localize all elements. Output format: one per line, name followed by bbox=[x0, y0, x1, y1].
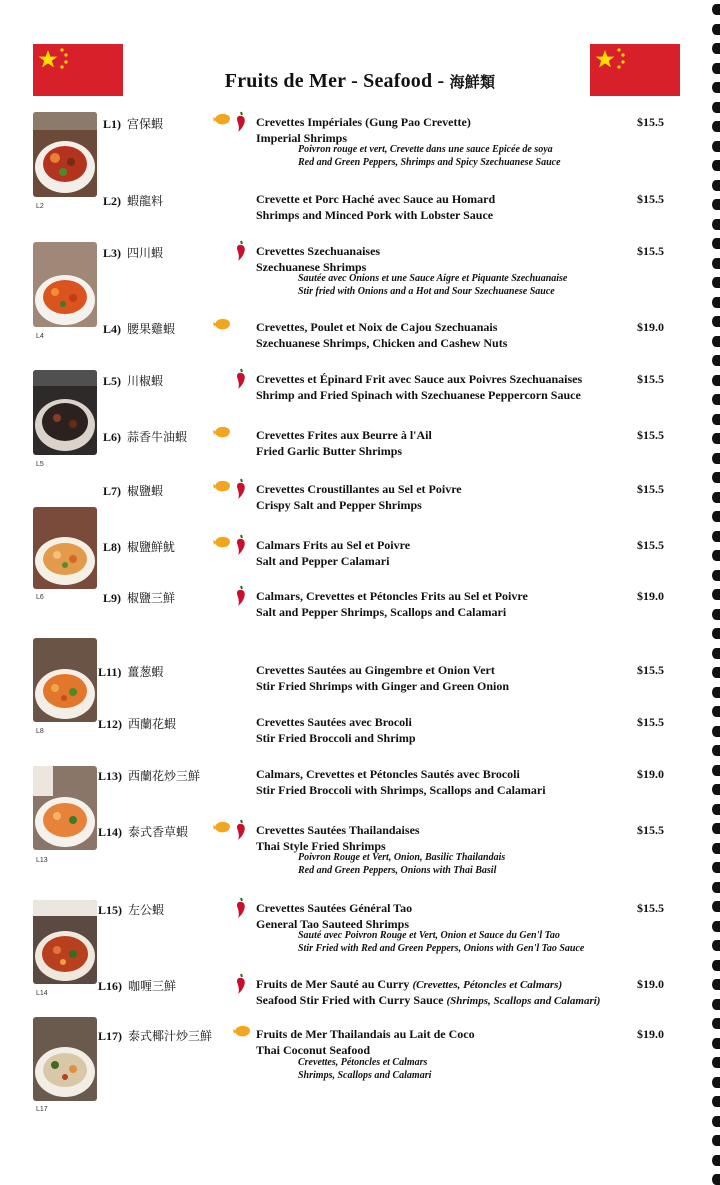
binding-hole bbox=[712, 238, 720, 249]
item-code: L3) 四川蝦 bbox=[103, 246, 164, 260]
binding-holes bbox=[708, 0, 720, 1185]
binding-hole bbox=[712, 375, 720, 386]
item-chinese-name: 咖喱三鮮 bbox=[128, 979, 177, 993]
binding-hole bbox=[712, 726, 720, 737]
item-description-fr: Crevettes, Pétoncles et Calmars bbox=[298, 1057, 428, 1068]
item-description-fr: Poivron rouge et vert, Crevette dans une sauce Epicée de soya bbox=[298, 144, 553, 155]
item-french-name: Crevettes Croustillantes au Sel et Poivre bbox=[256, 482, 462, 496]
dish-photo bbox=[33, 638, 97, 722]
item-english-name: Salt and Pepper Shrimps, Scallops and Calamari bbox=[256, 605, 507, 619]
item-chinese-name: 左公蝦 bbox=[128, 903, 165, 917]
photo-caption: L6 bbox=[36, 594, 44, 601]
photo-caption: L4 bbox=[36, 333, 44, 340]
item-code: L4) 腰果雞蝦 bbox=[103, 322, 176, 336]
item-chinese-name: 蒜香牛油蝦 bbox=[127, 430, 188, 444]
item-code: L1) 宫保蝦 bbox=[103, 117, 164, 131]
item-price: $15.5 bbox=[637, 192, 664, 206]
chili-pepper-icon bbox=[234, 973, 248, 995]
binding-hole bbox=[712, 511, 720, 522]
item-price: $15.5 bbox=[637, 715, 664, 729]
chili-pepper-icon bbox=[234, 111, 248, 133]
photo-caption: L8 bbox=[36, 728, 44, 735]
item-code: L7) 椒鹽蝦 bbox=[103, 484, 164, 498]
title-latin: Fruits de Mer - Seafood - bbox=[224, 70, 445, 92]
binding-hole bbox=[712, 102, 720, 113]
item-french-name: Calmars, Crevettes et Pétoncles Sautés avec Brocoli bbox=[256, 767, 520, 781]
chili-pepper-icon bbox=[234, 819, 248, 841]
binding-hole bbox=[712, 336, 720, 347]
item-price: $15.5 bbox=[637, 115, 664, 129]
page-title bbox=[0, 70, 720, 93]
item-english-name: Stir Fried Broccoli with Shrimps, Scallops and Calamari bbox=[256, 783, 546, 797]
chili-pepper-icon bbox=[234, 240, 248, 262]
item-description-fr: Poivron Rouge et Vert, Onion, Basilic Thailandais bbox=[298, 852, 506, 863]
binding-hole bbox=[712, 1057, 720, 1068]
item-french-name: Crevettes Sautées Thailandaises bbox=[256, 823, 420, 837]
binding-hole bbox=[712, 82, 720, 93]
title-chinese: 海鮮類 bbox=[449, 73, 496, 91]
binding-hole bbox=[712, 1135, 720, 1146]
dish-photo bbox=[33, 900, 97, 984]
binding-hole bbox=[712, 648, 720, 659]
binding-hole bbox=[712, 765, 720, 776]
binding-hole bbox=[712, 316, 720, 327]
item-description-fr: Sauté avec Poivron Rouge et Vert, Onion et Sauce du Gen'l Tao bbox=[298, 930, 560, 941]
binding-hole bbox=[712, 1038, 720, 1049]
item-english-name: Szechuanese Shrimps, Chicken and Cashew Nuts bbox=[256, 336, 508, 350]
binding-hole bbox=[712, 4, 720, 15]
binding-hole bbox=[712, 531, 720, 542]
binding-hole bbox=[712, 1174, 720, 1185]
binding-hole bbox=[712, 219, 720, 230]
dish-photo bbox=[33, 112, 97, 197]
item-price: $15.5 bbox=[637, 428, 664, 442]
item-code: L6) 蒜香牛油蝦 bbox=[103, 430, 188, 444]
shrimp-icon bbox=[212, 534, 232, 550]
item-english-name: Thai Style Fried Shrimps bbox=[256, 839, 386, 853]
chili-pepper-icon bbox=[234, 534, 248, 556]
binding-hole bbox=[712, 745, 720, 756]
item-chinese-name: 泰式香草蝦 bbox=[128, 825, 189, 839]
item-english-name: Fried Garlic Butter Shrimps bbox=[256, 444, 403, 458]
item-chinese-name: 四川蝦 bbox=[127, 246, 164, 260]
item-price: $15.5 bbox=[637, 372, 664, 386]
binding-hole bbox=[712, 355, 720, 366]
binding-hole bbox=[712, 141, 720, 152]
dish-photo bbox=[33, 507, 97, 589]
item-chinese-name: 腰果雞蝦 bbox=[127, 322, 176, 336]
item-french-name: Crevettes Frites aux Beurre à l'Ail bbox=[256, 428, 432, 442]
item-price: $19.0 bbox=[637, 589, 664, 603]
dish-photo bbox=[33, 766, 97, 850]
photo-caption: L17 bbox=[36, 1106, 48, 1113]
item-english-name: Stir Fried Shrimps with Ginger and Green Onion bbox=[256, 679, 510, 693]
dish-photo bbox=[33, 1017, 97, 1101]
binding-hole bbox=[712, 1077, 720, 1088]
binding-hole bbox=[712, 628, 720, 639]
item-english-name: Shrimps and Minced Pork with Lobster Sauce bbox=[256, 208, 494, 222]
binding-hole bbox=[712, 24, 720, 35]
photo-caption: L13 bbox=[36, 857, 48, 864]
item-french-name: Crevettes Sautées au Gingembre et Onion Vert bbox=[256, 663, 495, 677]
chili-pepper-icon bbox=[234, 478, 248, 500]
binding-hole bbox=[712, 394, 720, 405]
item-description-en: Red and Green Peppers, Shrimps and Spicy Szechuanese Sauce bbox=[298, 157, 561, 168]
item-chinese-name: 西蘭花炒三鮮 bbox=[128, 769, 201, 783]
item-code: L5) 川椒蝦 bbox=[103, 374, 164, 388]
item-french-name: Crevette et Porc Haché avec Sauce au Homard bbox=[256, 192, 496, 206]
item-french-name: Crevettes et Épinard Frit avec Sauce aux Poivres Szechuanaises bbox=[256, 372, 583, 386]
binding-hole bbox=[712, 823, 720, 834]
item-chinese-name: 西蘭花蝦 bbox=[128, 717, 177, 731]
shrimp-icon bbox=[212, 111, 232, 127]
item-price: $15.5 bbox=[637, 482, 664, 496]
item-chinese-name: 川椒蝦 bbox=[127, 374, 164, 388]
item-chinese-name: 泰式椰汁炒三鮮 bbox=[128, 1029, 213, 1043]
item-code: L8) 椒鹽鮮魷 bbox=[103, 540, 176, 554]
item-english-name: Salt and Pepper Calamari bbox=[256, 554, 390, 568]
binding-hole bbox=[712, 414, 720, 425]
item-description-fr: Sautée avec Onions et une Sauce Aigre et Piquante Szechuanaise bbox=[298, 273, 568, 284]
item-price: $15.5 bbox=[637, 663, 664, 677]
item-english-name: Imperial Shrimps bbox=[256, 131, 348, 145]
item-french-name: Calmars, Crevettes et Pétoncles Frits au Sel et Poivre bbox=[256, 589, 528, 603]
item-code: L16) 咖喱三鮮 bbox=[98, 979, 177, 993]
binding-hole bbox=[712, 979, 720, 990]
item-code: L2) 蝦龍料 bbox=[103, 194, 164, 208]
item-price: $15.5 bbox=[637, 901, 664, 915]
chili-pepper-icon bbox=[234, 368, 248, 390]
item-english-note: (Shrimps, Scallops and Calamari) bbox=[446, 995, 601, 1007]
item-chinese-name: 蝦龍料 bbox=[127, 194, 164, 208]
item-french-name: Fruits de Mer Thailandais au Lait de Coco bbox=[256, 1027, 475, 1041]
binding-hole bbox=[712, 160, 720, 171]
photo-caption: L5 bbox=[36, 461, 44, 468]
binding-hole bbox=[712, 960, 720, 971]
binding-hole bbox=[712, 784, 720, 795]
item-price: $19.0 bbox=[637, 977, 664, 991]
binding-hole bbox=[712, 843, 720, 854]
item-french-name: Crevettes Sautées Général Tao bbox=[256, 901, 413, 915]
item-description-en: Stir Fried with Red and Green Peppers, Onions with Gen'l Tao Sauce bbox=[298, 943, 585, 954]
item-description-en: Shrimps, Scallops and Calamari bbox=[298, 1070, 432, 1081]
item-description-en: Red and Green Peppers, Onions with Thai Basil bbox=[298, 865, 497, 876]
item-code: L11) 薑葱蝦 bbox=[98, 665, 164, 679]
item-french-name: Crevettes Szechuanaises bbox=[256, 244, 381, 258]
binding-hole bbox=[712, 258, 720, 269]
binding-hole bbox=[712, 121, 720, 132]
shrimp-icon bbox=[212, 424, 232, 440]
binding-hole bbox=[712, 706, 720, 717]
photo-caption: L14 bbox=[36, 990, 48, 997]
item-english-name: Thai Coconut Seafood bbox=[256, 1043, 371, 1057]
item-english-name: Stir Fried Broccoli and Shrimp bbox=[256, 731, 416, 745]
item-code: L14) 泰式香草蝦 bbox=[98, 825, 189, 839]
item-french-name: Fruits de Mer Sauté au Curry (Crevettes, Pétoncles et Calmars) bbox=[256, 977, 563, 991]
item-price: $19.0 bbox=[637, 1027, 664, 1041]
binding-hole bbox=[712, 1116, 720, 1127]
binding-hole bbox=[712, 492, 720, 503]
item-chinese-name: 薑葱蝦 bbox=[127, 665, 164, 679]
item-price: $15.5 bbox=[637, 538, 664, 552]
item-chinese-name: 椒鹽三鮮 bbox=[127, 591, 176, 605]
chili-pepper-icon bbox=[234, 585, 248, 607]
item-english-name: Seafood Stir Fried with Curry Sauce (Shrimps, Scallops and Calamari) bbox=[256, 993, 601, 1007]
item-code: L9) 椒鹽三鮮 bbox=[103, 591, 176, 605]
binding-hole bbox=[712, 472, 720, 483]
binding-hole bbox=[712, 1155, 720, 1166]
item-french-note: (Crevettes, Pétoncles et Calmars) bbox=[412, 979, 563, 991]
shrimp-icon bbox=[212, 478, 232, 494]
binding-hole bbox=[712, 999, 720, 1010]
binding-hole bbox=[712, 1096, 720, 1107]
binding-hole bbox=[712, 609, 720, 620]
binding-hole bbox=[712, 804, 720, 815]
item-chinese-name: 椒鹽鮮魷 bbox=[127, 540, 176, 554]
item-french-name: Crevettes Sautées avec Brocoli bbox=[256, 715, 412, 729]
shrimp-icon bbox=[212, 819, 232, 835]
item-english-name: Shrimp and Fried Spinach with Szechuanese Peppercorn Sauce bbox=[256, 388, 581, 402]
item-english-name: Crispy Salt and Pepper Shrimps bbox=[256, 498, 422, 512]
item-description-en: Stir fried with Onions and a Hot and Sour Szechuanese Sauce bbox=[298, 286, 555, 297]
item-english-name: General Tao Sauteed Shrimps bbox=[256, 917, 410, 931]
binding-hole bbox=[712, 199, 720, 210]
binding-hole bbox=[712, 550, 720, 561]
item-chinese-name: 宫保蝦 bbox=[127, 117, 164, 131]
chili-pepper-icon bbox=[234, 897, 248, 919]
binding-hole bbox=[712, 901, 720, 912]
binding-hole bbox=[712, 63, 720, 74]
binding-hole bbox=[712, 570, 720, 581]
item-english-name: Szechuanese Shrimps bbox=[256, 260, 367, 274]
item-price: $15.5 bbox=[637, 823, 664, 837]
item-code: L15) 左公蝦 bbox=[98, 903, 165, 917]
binding-hole bbox=[712, 453, 720, 464]
item-code: L17) 泰式椰汁炒三鮮 bbox=[98, 1029, 213, 1043]
item-french-name: Crevettes Impériales (Gung Pao Crevette) bbox=[256, 115, 471, 129]
item-code: L12) 西蘭花蝦 bbox=[98, 717, 177, 731]
item-french-name: Calmars Frits au Sel et Poivre bbox=[256, 538, 411, 552]
binding-hole bbox=[712, 297, 720, 308]
binding-hole bbox=[712, 277, 720, 288]
item-price: $19.0 bbox=[637, 320, 664, 334]
binding-hole bbox=[712, 687, 720, 698]
item-code: L13) 西蘭花炒三鮮 bbox=[98, 769, 201, 783]
item-chinese-name: 椒鹽蝦 bbox=[127, 484, 164, 498]
binding-hole bbox=[712, 667, 720, 678]
dish-photo bbox=[33, 370, 97, 455]
binding-hole bbox=[712, 862, 720, 873]
binding-hole bbox=[712, 180, 720, 191]
binding-hole bbox=[712, 882, 720, 893]
binding-hole bbox=[712, 940, 720, 951]
binding-hole bbox=[712, 589, 720, 600]
item-price: $15.5 bbox=[637, 244, 664, 258]
dish-photo bbox=[33, 242, 97, 327]
binding-hole bbox=[712, 921, 720, 932]
shrimp-icon bbox=[212, 316, 232, 332]
photo-caption: L2 bbox=[36, 203, 44, 210]
binding-hole bbox=[712, 433, 720, 444]
binding-hole bbox=[712, 1018, 720, 1029]
item-price: $19.0 bbox=[637, 767, 664, 781]
binding-hole bbox=[712, 43, 720, 54]
item-french-name: Crevettes, Poulet et Noix de Cajou Szechuanais bbox=[256, 320, 498, 334]
shrimp-icon bbox=[232, 1023, 252, 1039]
